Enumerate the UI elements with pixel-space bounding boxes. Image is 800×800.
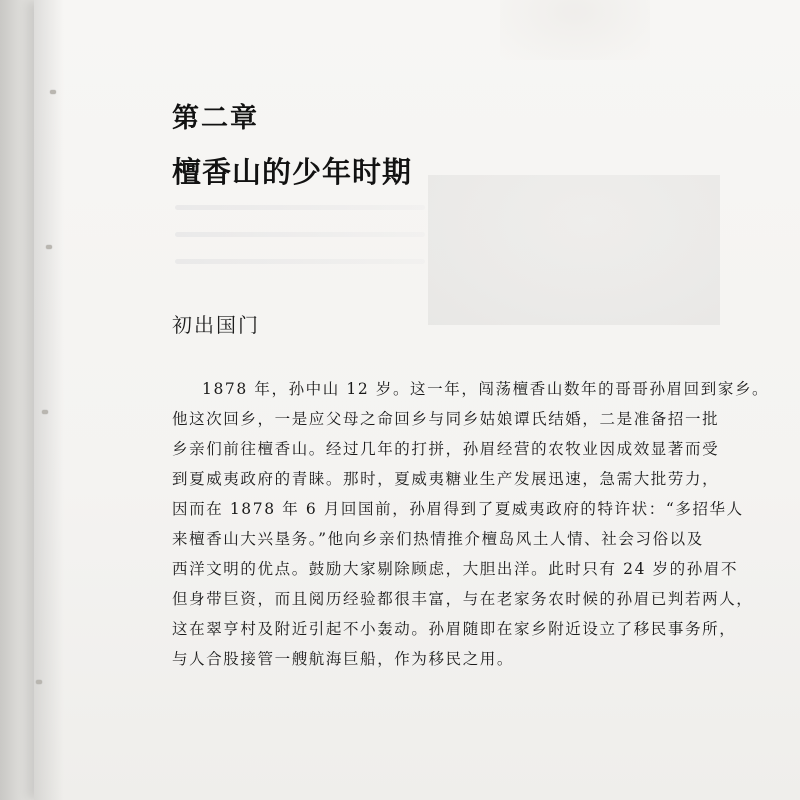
binding-stitch bbox=[42, 410, 48, 414]
binding-stitch bbox=[36, 680, 42, 684]
text-line: 因而在 1878 年 6 月回国前，孙眉得到了夏威夷政府的特许状：“多招华人 bbox=[172, 500, 744, 518]
binding-stitch bbox=[50, 90, 56, 94]
text-line: 来檀香山大兴垦务。”他向乡亲们热情推介檀岛风土人情、社会习俗以及 bbox=[172, 530, 704, 548]
text-line: 到夏威夷政府的青睐。那时，夏威夷糖业生产发展迅速，急需大批劳力， bbox=[172, 470, 720, 488]
text-line: 乡亲们前往檀香山。经过几年的打拼，孙眉经营的农牧业因成效显著而受 bbox=[172, 440, 720, 458]
bleed-through-line bbox=[175, 259, 425, 264]
bleed-through-line bbox=[175, 232, 425, 237]
binding-stitch bbox=[46, 245, 52, 249]
chapter-number: 第二章 bbox=[172, 103, 259, 134]
text-line: 1878 年，孙中山 12 岁。这一年，闯荡檀香山数年的哥哥孙眉回到家乡。 bbox=[202, 380, 770, 398]
text-line: 与人合股接管一艘航海巨船，作为移民之用。 bbox=[172, 650, 515, 668]
bleed-through-photo bbox=[428, 175, 720, 325]
body-text bbox=[172, 374, 770, 674]
section-title: 初出国门 bbox=[172, 313, 260, 337]
text-line: 西洋文明的优点。鼓励大家剔除顾虑，大胆出洋。此时只有 24 岁的孙眉不 bbox=[172, 560, 739, 578]
bleed-through-top bbox=[500, 0, 650, 60]
text-line: 但身带巨资，而且阅历经验都很丰富，与在老家务农时候的孙眉已判若两人， bbox=[172, 590, 754, 608]
bleed-through-line bbox=[175, 205, 425, 210]
chapter-title: 檀香山的少年时期 bbox=[172, 155, 413, 189]
text-line: 这在翠亨村及附近引起不小轰动。孙眉随即在家乡附近设立了移民事务所， bbox=[172, 620, 737, 638]
text-line: 他这次回乡，一是应父母之命回乡与同乡姑娘谭氏结婚，二是准备招一批 bbox=[172, 410, 720, 428]
bleed-through-text bbox=[175, 205, 425, 286]
